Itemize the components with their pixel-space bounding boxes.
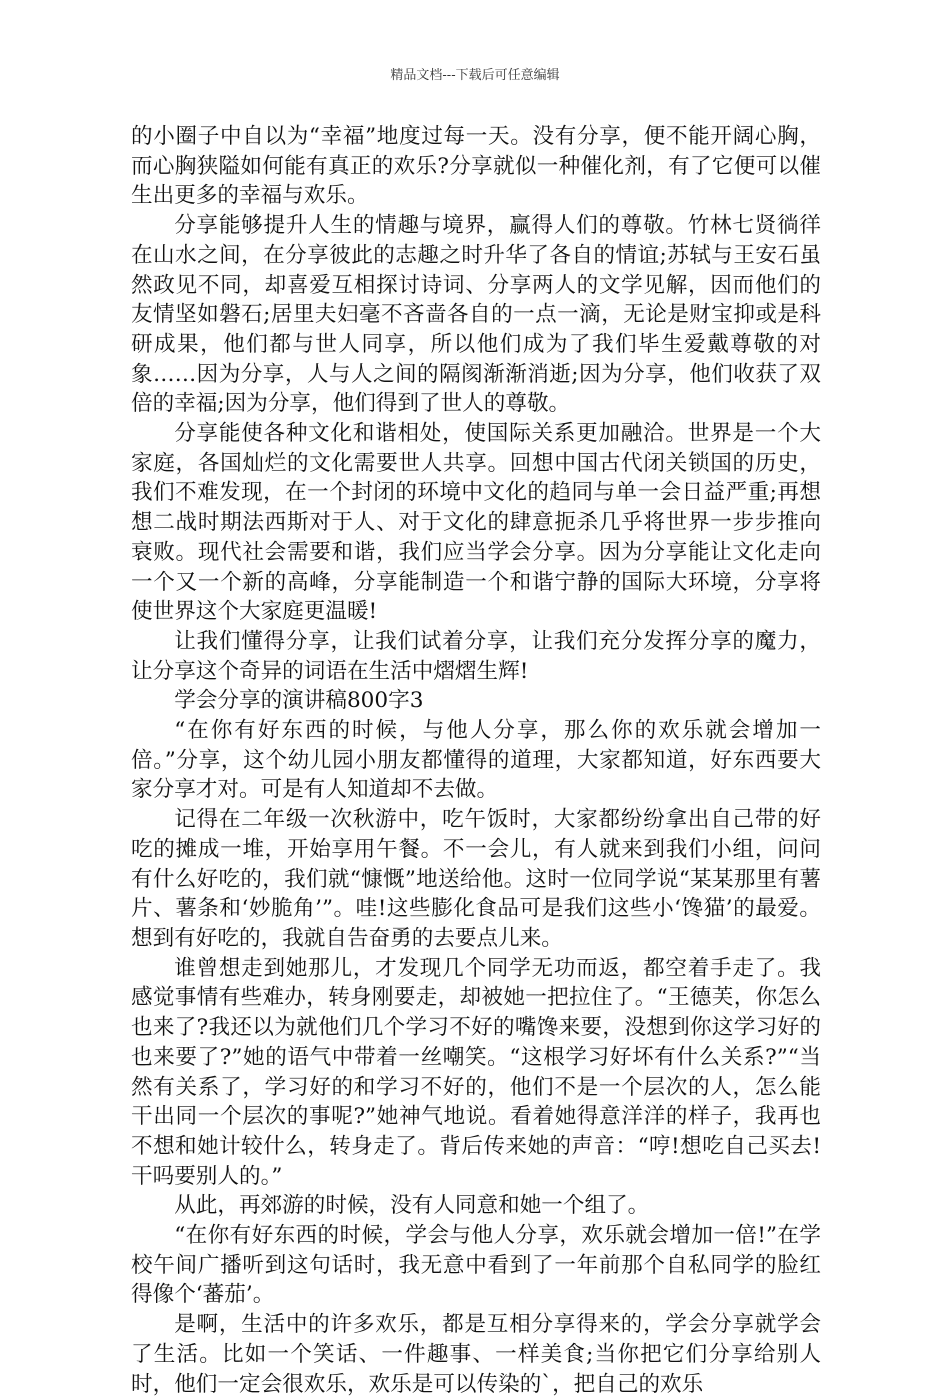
paragraph-10: 是啊，生活中的许多欢乐，都是互相分享得来的，学会分享就学会了生活。比如一个笑话、一件趣事、一样美食;当你把它们分享给别人时，他们一定会很欢乐，欢乐是可以传染的`，把自己的欢乐 [131,1312,821,1397]
paragraph-5: “在你有好东西的时候，与他人分享，那么你的欢乐就会增加一倍。”分享，这个幼儿园小朋友都懂得的道理，大家都知道，好东西要大家分享才对。可是有人知道却不去做。 [131,718,821,803]
paragraph-1: 的小圈子中自以为“幸福”地度过每一天。没有分享，便不能开阔心胸，而心胸狭隘如何能有真正的欢乐?分享就似一种催化剂，有了它便可以催生出更多的幸福与欢乐。 [131,124,821,209]
paragraph-8: 从此，再郊游的时候，没有人同意和她一个组了。 [174,1193,650,1219]
paragraph-7: 谁曾想走到她那儿，才发现几个同学无功而返，都空着手走了。我感觉事情有些难办，转身刚要走，却被她一把拉住了。“王德芙，你怎么也来了?我还以为就他们几个学习不好的嘴馋来要，没想到你这学习好的也来要了?”她的语气中带着一丝嘲笑。“这根学习好坏有什么关系?”“当然有关系了，学习好的和学习不好的，他们不是一个层次的人，怎么能干出同一个层次的事呢?”她神气地说。看着她得意洋洋的样子，我再也不想和她计较什么，转身走了。背后传来她的声音：“哼!想吃自己买去!干吗要别人的。” [131,955,821,1189]
paragraph-4: 让我们懂得分享，让我们试着分享，让我们充分发挥分享的魔力，让分享这个奇异的词语在生活中熠熠生辉! [131,628,821,684]
page-header: 精品文档---下载后可任意编辑 [390,68,560,83]
section-subtitle: 学会分享的演讲稿800字3 [174,688,424,714]
paragraph-2: 分享能够提升人生的情趣与境界，赢得人们的尊敬。竹林七贤徜徉在山水之间，在分享彼此的志趣之时升华了各自的情谊;苏轼与王安石虽然政见不同，却喜爱互相探讨诗词、分享两人的文学见解，因而他们的友情坚如磐石;居里夫妇毫不吝啬各自的一点一滴，无论是财宝抑或是科研成果，他们都与世人同享，所以他们成为了我们毕生爱戴尊敬的对象……因为分享，人与人之间的隔阂渐渐消逝;因为分享，他们收获了双倍的幸福;因为分享，他们得到了世人的尊敬。 [131,213,821,417]
paragraph-3: 分享能使各种文化和谐相处，使国际关系更加融洽。世界是一个大家庭，各国灿烂的文化需要世人共享。回想中国古代闭关锁国的历史，我们不难发现，在一个封闭的环境中文化的趋同与单一会日益严重;再想想二战时期法西斯对于人、对于文化的肆意扼杀几乎将世界一步步推向衰败。现代社会需要和谐，我们应当学会分享。因为分享能让文化走向一个又一个新的高峰，分享能制造一个和谐宁静的国际大环境，分享将使世界这个大家庭更温暖! [131,421,821,625]
paragraph-9: “在你有好东西的时候，学会与他人分享，欢乐就会增加一倍!”在学校午间广播听到这句话时，我无意中看到了一年前那个自私同学的脸红得像个‘蕃茄’。 [131,1223,821,1308]
paragraph-6: 记得在二年级一次秋游中，吃午饭时，大家都纷纷拿出自己带的好吃的摊成一堆，开始享用午餐。不一会儿，有人就来到我们小组，问问有什么好吃的，我们就“慷慨”地送给他。这时一位同学说“某某那里有薯片、薯条和‘妙脆角’”。哇!这些膨化食品可是我们这些小‘馋猫’的最爱。想到有好吃的，我就自告奋勇的去要点儿来。 [131,807,821,951]
document-body [131,122,821,1399]
